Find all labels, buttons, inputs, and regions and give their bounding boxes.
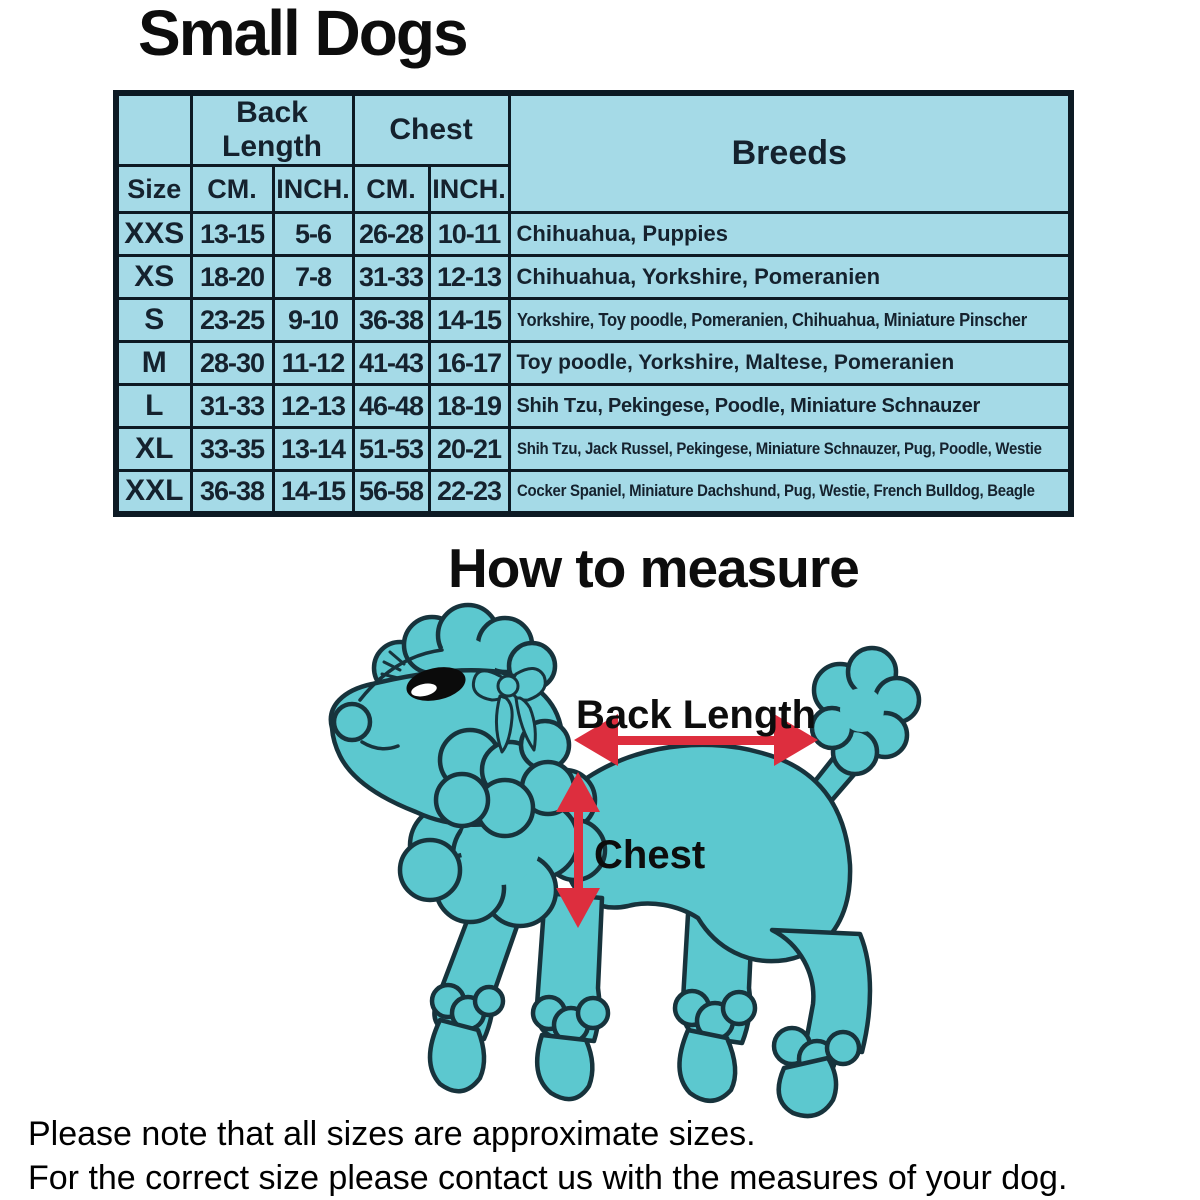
dog-front-leg-far: [430, 900, 522, 1091]
cell-chest-inch: 12-13: [429, 256, 509, 299]
cell-back-cm: 31-33: [191, 385, 273, 428]
dog-front-leg-near: [533, 893, 608, 1099]
cell-back-inch: 12-13: [273, 385, 353, 428]
cell-back-cm: 18-20: [191, 256, 273, 299]
bottom-note: [28, 1112, 1067, 1200]
cell-chest-inch: 14-15: [429, 299, 509, 342]
note-line-2: For the correct size please contact us with the measures of your dog.: [28, 1159, 1068, 1197]
cell-breeds: [509, 213, 1071, 256]
cell-chest-cm: 36-38: [353, 299, 429, 342]
breeds-text: Shih Tzu, Jack Russel, Pekingese, Miniature Schnauzer, Pug, Poodle, Westie: [516, 439, 1042, 458]
cell-chest-inch: 18-19: [429, 385, 509, 428]
back-length-group-header: Back Length: [191, 93, 353, 166]
cell-chest-inch: 20-21: [429, 428, 509, 471]
cell-breeds: [509, 385, 1071, 428]
table-row: [116, 213, 1071, 256]
breeds-text: Shih Tzu, Pekingese, Poodle, Miniature Schnauzer: [516, 394, 980, 417]
chest-group-header: Chest: [353, 93, 509, 166]
cell-back-inch: 7-8: [273, 256, 353, 299]
cell-back-inch: 9-10: [273, 299, 353, 342]
corner-cell: [116, 93, 191, 166]
cell-back-cm: 36-38: [191, 471, 273, 514]
size-table: [113, 90, 1074, 517]
how-to-measure-title: How to measure: [448, 537, 859, 599]
breeds-header: Breeds: [509, 93, 1071, 213]
cell-size: XXS: [116, 213, 191, 256]
cell-size: XS: [116, 256, 191, 299]
cell-chest-inch: 22-23: [429, 471, 509, 514]
cell-back-inch: 11-12: [273, 342, 353, 385]
table-row: [116, 299, 1071, 342]
page-title: Small Dogs: [138, 0, 467, 69]
cell-chest-cm: 26-28: [353, 213, 429, 256]
chest-label: Chest: [594, 833, 706, 877]
table-row: [116, 471, 1071, 514]
cell-size: XXL: [116, 471, 191, 514]
cell-back-inch: 13-14: [273, 428, 353, 471]
cell-chest-cm: 41-43: [353, 342, 429, 385]
cell-back-inch: 14-15: [273, 471, 353, 514]
cell-breeds: [509, 299, 1071, 342]
dog-measure-illustration: [250, 590, 1150, 1120]
size-header: Size: [116, 166, 191, 213]
cell-chest-cm: 46-48: [353, 385, 429, 428]
table-row: [116, 342, 1071, 385]
table-row: [116, 428, 1071, 471]
cell-size: XL: [116, 428, 191, 471]
breeds-text: Yorkshire, Toy poodle, Pomeranien, Chihuahua, Miniature Pinscher: [516, 309, 1027, 330]
table-row: [116, 385, 1071, 428]
cell-chest-inch: 16-17: [429, 342, 509, 385]
cell-size: S: [116, 299, 191, 342]
cell-size: M: [116, 342, 191, 385]
dog-nose: [334, 704, 370, 740]
cell-chest-cm: 51-53: [353, 428, 429, 471]
chest-cm-header: CM.: [353, 166, 429, 213]
cell-breeds: [509, 256, 1071, 299]
cell-back-cm: 28-30: [191, 342, 273, 385]
breeds-text: Toy poodle, Yorkshire, Maltese, Pomeranien: [516, 351, 955, 374]
cell-breeds: [509, 428, 1071, 471]
back-cm-header: CM.: [191, 166, 273, 213]
cell-size: L: [116, 385, 191, 428]
breeds-text: Chihuahua, Yorkshire, Pomeranien: [516, 264, 881, 289]
cell-breeds: [509, 342, 1071, 385]
cell-chest-cm: 56-58: [353, 471, 429, 514]
cell-back-cm: 23-25: [191, 299, 273, 342]
cell-breeds: [509, 471, 1071, 514]
breeds-text: Cocker Spaniel, Miniature Dachshund, Pug, Westie, French Bulldog, Beagle: [516, 481, 1035, 501]
cell-chest-inch: 10-11: [429, 213, 509, 256]
cell-back-cm: 33-35: [191, 428, 273, 471]
table-row: [116, 256, 1071, 299]
note-line-1: Please note that all sizes are approximate sizes.: [28, 1115, 756, 1153]
back-inch-header: INCH.: [273, 166, 353, 213]
cell-back-inch: 5-6: [273, 213, 353, 256]
cell-back-cm: 13-15: [191, 213, 273, 256]
back-length-label: Back Length: [575, 693, 817, 737]
breeds-text: Chihuahua, Puppies: [516, 221, 728, 246]
dog-head: [331, 605, 574, 836]
cell-chest-cm: 31-33: [353, 256, 429, 299]
chest-inch-header: INCH.: [429, 166, 509, 213]
table-group-header-row: [116, 93, 1071, 166]
